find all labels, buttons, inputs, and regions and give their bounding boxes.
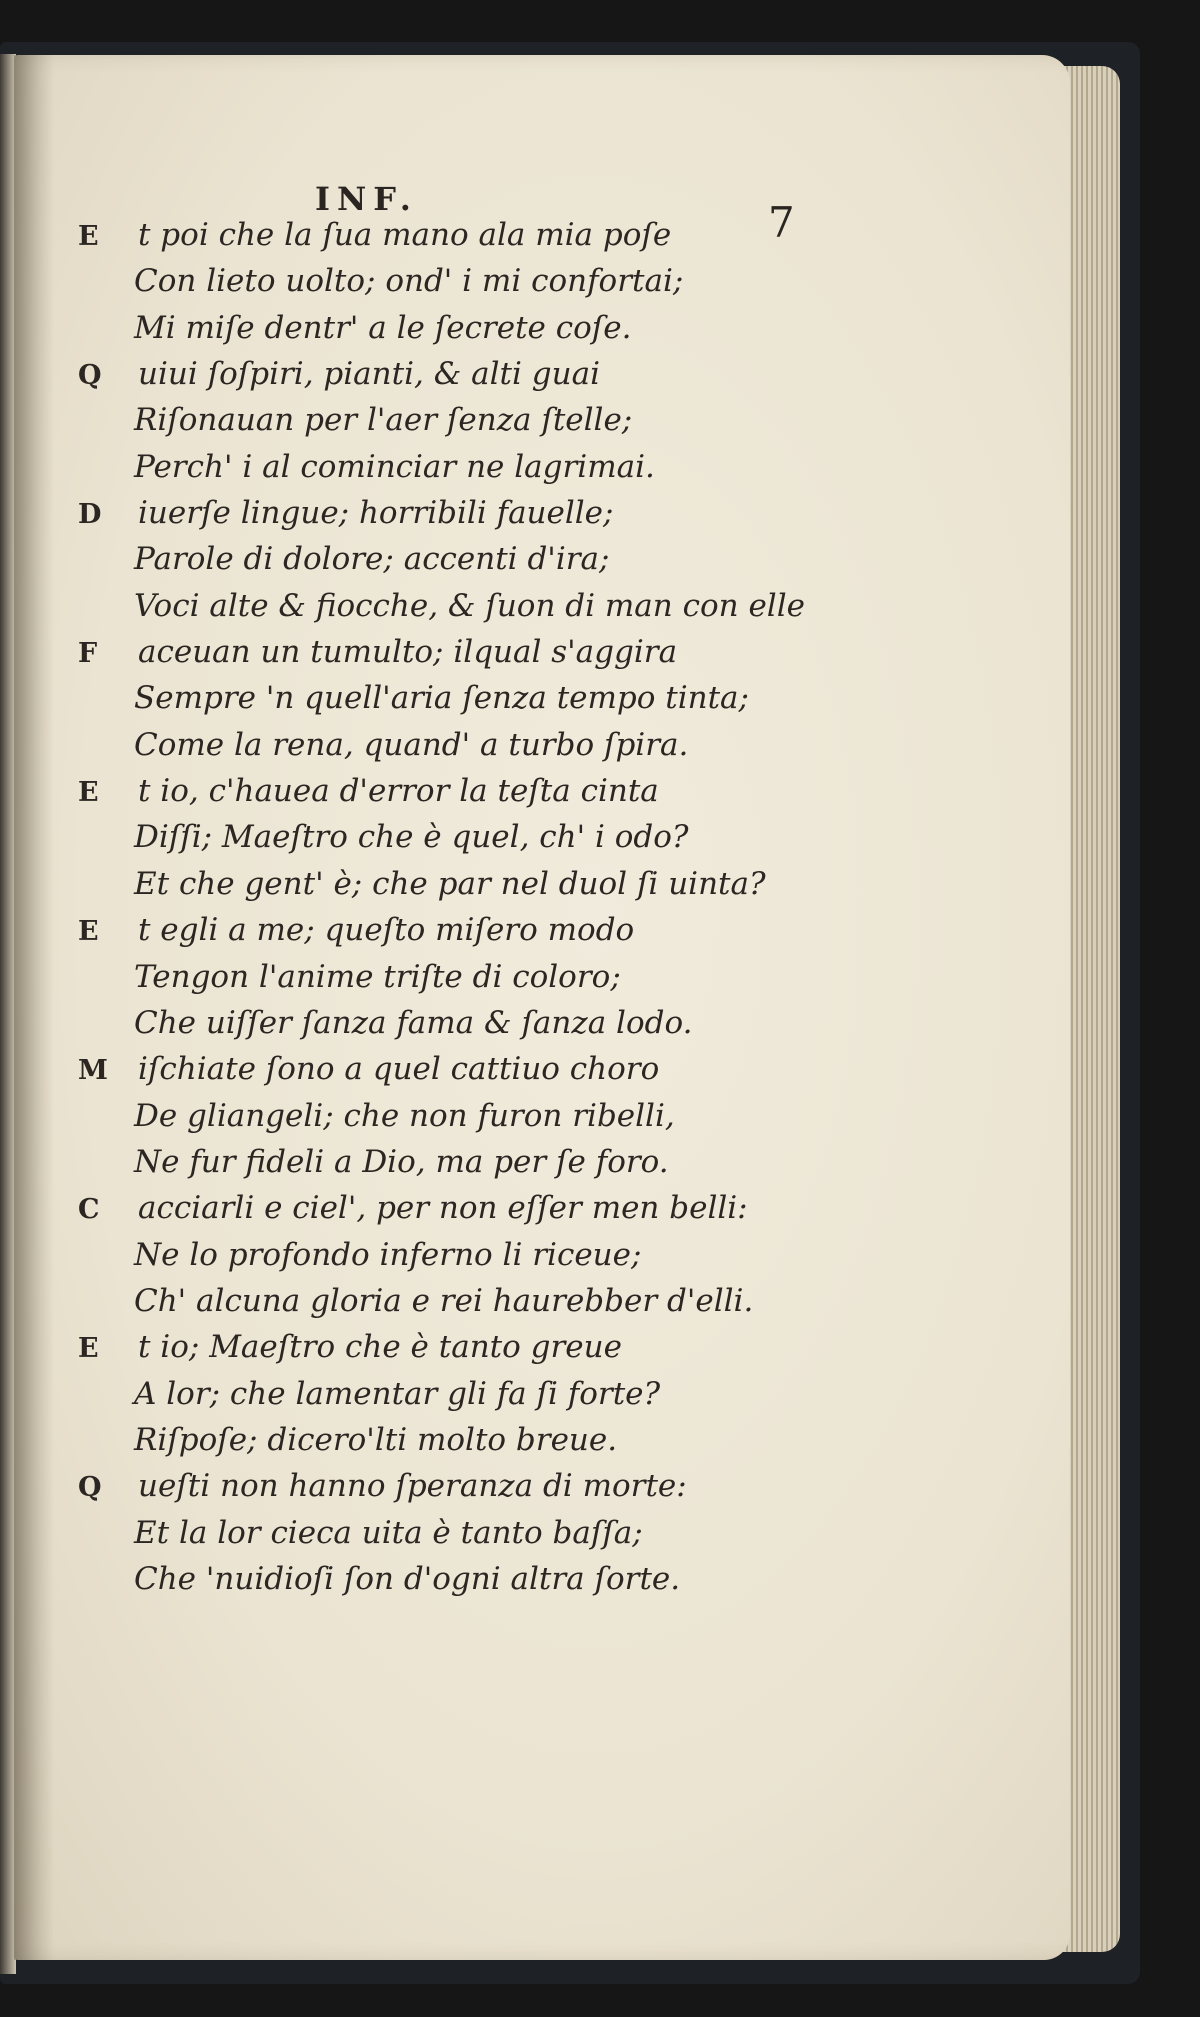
verse-line: Ch' alcuna gloria e rei haurebber d'elli. xyxy=(134,1282,754,1319)
tercet xyxy=(78,1046,1028,1185)
verse-line: Che uiſſer ſanza fama & ſanza lodo. xyxy=(134,1004,693,1041)
stanza-initial: E xyxy=(78,777,99,809)
tercet xyxy=(78,768,1028,907)
verse-line: Ne fur fideli a Dio, ma per ſe foro. xyxy=(134,1143,669,1180)
tercet xyxy=(78,907,1028,1046)
tercet xyxy=(78,1324,1028,1463)
verse-text: iſchiate ſono a quel cattiuo choro xyxy=(138,1051,660,1088)
verse-line: Con lieto uolto; ond' i mi confortai; xyxy=(134,263,684,300)
tercet xyxy=(78,1463,1028,1602)
tercet xyxy=(78,212,1028,351)
verse-text: uiui ſoſpiri, pianti, & alti guai xyxy=(138,356,600,393)
poem-text xyxy=(78,212,1028,1602)
verse-line xyxy=(78,907,1028,953)
verse-line: Sempre 'n quell'aria ſenza tempo tinta; xyxy=(134,680,749,717)
verse-line xyxy=(78,490,1028,536)
verse-line: Tengon l'anime triſte di coloro; xyxy=(134,958,621,995)
verse-line xyxy=(78,1185,1028,1231)
verse-text: aceuan un tumulto; ilqual s'aggira xyxy=(138,634,678,671)
verse-line xyxy=(78,1324,1028,1370)
page-number: 7 xyxy=(768,198,795,247)
verse-line: Come la rena, quand' a turbo ſpira. xyxy=(134,726,689,763)
verse-line xyxy=(78,351,1028,397)
verse-line xyxy=(78,1463,1028,1509)
verse-line xyxy=(78,212,1028,258)
stanza-initial: C xyxy=(78,1194,100,1226)
verse-line: De gliangeli; che non furon ribelli, xyxy=(134,1097,675,1134)
verse-line: Perch' i al cominciar ne lagrimai. xyxy=(134,448,655,485)
verse-line xyxy=(78,1046,1028,1092)
page-gutter-shadow xyxy=(14,55,54,1960)
verse-line: Che 'nuidioſi ſon d'ogni altra ſorte. xyxy=(134,1560,681,1597)
stanza-initial: F xyxy=(78,638,98,670)
stanza-initial: E xyxy=(78,916,99,948)
verse-text: t io; Maeſtro che è tanto greue xyxy=(138,1329,622,1366)
verse-line: A lor; che lamentar gli fa ſi forte? xyxy=(134,1375,661,1412)
tercet xyxy=(78,1185,1028,1324)
verse-line: Voci alte & fiocche, & ſuon di man con elle xyxy=(134,587,805,624)
verse-line xyxy=(78,768,1028,814)
running-head: INF. xyxy=(315,180,418,218)
stanza-initial: E xyxy=(78,1333,99,1365)
verse-text: t io, c'hauea d'error la teſta cinta xyxy=(138,773,659,810)
stanza-initial: D xyxy=(78,499,102,531)
stanza-initial: M xyxy=(78,1055,108,1087)
verse-text: acciarli e ciel', per non eſſer men belli: xyxy=(138,1190,748,1227)
verse-line: Riſpoſe; dicero'lti molto breue. xyxy=(134,1421,618,1458)
stanza-initial: E xyxy=(78,221,99,252)
verse-line: Diſſi; Maeſtro che è quel, ch' i odo? xyxy=(134,819,689,856)
verse-line: Ne lo profondo inferno li riceue; xyxy=(134,1236,642,1273)
verse-line: Parole di dolore; accenti d'ira; xyxy=(134,541,610,578)
verse-text: iuerſe lingue; horribili fauelle; xyxy=(138,495,614,532)
verse-text: t poi che la ſua mano ala mia poſe xyxy=(138,217,672,253)
tercet xyxy=(78,490,1028,629)
verse-line: Et la lor cieca uita è tanto baſſa; xyxy=(134,1514,643,1551)
stanza-initial: Q xyxy=(78,360,102,392)
verse-line: Et che gent' è; che par nel duol ſi uinta? xyxy=(134,865,766,902)
verse-text: ueſti non hanno ſperanza di morte: xyxy=(138,1468,687,1505)
verse-line: Mi miſe dentr' a le ſecrete coſe. xyxy=(134,309,632,346)
stanza-initial: Q xyxy=(78,1472,102,1504)
verse-line xyxy=(78,629,1028,675)
verse-text: t egli a me; queſto miſero modo xyxy=(138,912,635,949)
tercet xyxy=(78,351,1028,490)
tercet xyxy=(78,629,1028,768)
verse-line: Riſonauan per l'aer ſenza ſtelle; xyxy=(134,402,633,439)
